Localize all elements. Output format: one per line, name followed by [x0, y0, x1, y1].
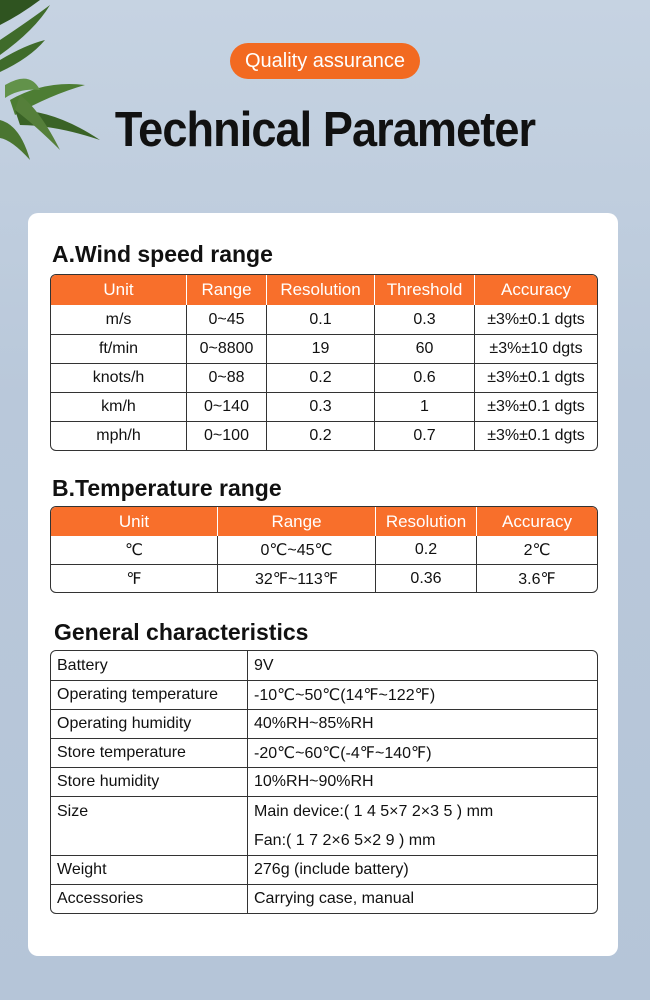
wind-cell-threshold: 1	[375, 392, 475, 421]
temp-cell-resolution: 0.36	[376, 564, 477, 592]
temp-cell-accuracy: 3.6℉	[477, 564, 597, 592]
parameter-card	[28, 213, 618, 956]
general-value	[248, 796, 597, 855]
general-row	[51, 709, 597, 738]
temperature-table	[50, 506, 598, 593]
wind-header-unit: Unit	[51, 275, 187, 305]
temp-cell-accuracy: 2℃	[523, 542, 551, 559]
temp-header-resolution: Resolution	[376, 507, 477, 536]
temp-cell-range: 0℃~45℃	[218, 536, 376, 564]
temperature-section-title: B.Temperature range	[52, 475, 282, 501]
general-row	[51, 796, 597, 855]
general-label: Accessories	[51, 884, 248, 913]
wind-header-range: Range	[187, 275, 267, 305]
wind-cell-accuracy: ±3%±0.1 dgts	[475, 421, 597, 450]
temp-cell-range: 32℉~113℉	[218, 564, 376, 592]
temp-header-unit: Unit	[51, 507, 218, 536]
wind-section-title: A.Wind speed range	[52, 241, 273, 267]
temp-row	[51, 536, 597, 564]
wind-cell-threshold: 0.6	[375, 363, 475, 392]
wind-row	[51, 363, 597, 392]
wind-cell-resolution: 19	[267, 334, 375, 363]
wind-row	[51, 334, 597, 363]
wind-header-threshold: Threshold	[375, 275, 475, 305]
wind-header-resolution: Resolution	[267, 275, 375, 305]
page-title: Technical Parameter	[114, 103, 536, 157]
temp-header-accuracy: Accuracy	[477, 507, 597, 536]
temp-cell-resolution: 0.2	[376, 536, 477, 564]
general-label: Battery	[51, 651, 248, 680]
wind-cell-resolution: 0.2	[267, 363, 375, 392]
general-value: Carrying case, manual	[248, 884, 597, 913]
general-label: Size	[51, 796, 248, 855]
general-row	[51, 738, 597, 767]
wind-cell-threshold: 0.7	[375, 421, 475, 450]
wind-cell-threshold: 0.3	[375, 305, 475, 334]
wind-cell-accuracy: ±3%±0.1 dgts	[475, 363, 597, 392]
wind-cell-resolution: 0.3	[267, 392, 375, 421]
wind-cell-range: 0~8800	[187, 334, 267, 363]
wind-cell-unit: m/s	[51, 305, 187, 334]
general-row	[51, 680, 597, 709]
general-label: Store humidity	[51, 767, 248, 796]
general-value-line: Fan:( 1 7 2×6 5×2 9 ) mm	[254, 832, 436, 849]
general-value: -10℃~50℃(14℉~122℉)	[248, 680, 597, 709]
general-row	[51, 884, 597, 913]
general-label: Operating humidity	[51, 709, 248, 738]
general-characteristics-table	[50, 650, 598, 914]
wind-cell-unit: mph/h	[51, 421, 187, 450]
wind-row	[51, 421, 597, 450]
wind-cell-resolution: 0.1	[267, 305, 375, 334]
general-value: 276g (include battery)	[248, 855, 597, 884]
general-label: Operating temperature	[51, 680, 248, 709]
temp-header-range: Range	[218, 507, 376, 536]
wind-row	[51, 392, 597, 421]
wind-cell-range: 0~140	[187, 392, 267, 421]
wind-cell-unit: ft/min	[51, 334, 187, 363]
general-label: Store temperature	[51, 738, 248, 767]
general-row	[51, 767, 597, 796]
general-row	[51, 855, 597, 884]
wind-speed-table	[50, 274, 598, 451]
temp-cell-unit: ℉	[51, 564, 218, 592]
wind-cell-resolution: 0.2	[267, 421, 375, 450]
wind-cell-range: 0~45	[187, 305, 267, 334]
wind-cell-accuracy: ±3%±0.1 dgts	[475, 392, 597, 421]
general-value: -20℃~60℃(-4℉~140℉)	[248, 738, 597, 767]
general-value: 10%RH~90%RH	[248, 767, 597, 796]
general-label: Weight	[51, 855, 248, 884]
temp-cell-unit: ℃	[51, 536, 218, 564]
general-value: 40%RH~85%RH	[248, 709, 597, 738]
wind-cell-unit: km/h	[51, 392, 187, 421]
general-section-title: General characteristics	[54, 619, 309, 645]
wind-header-accuracy: Accuracy	[475, 275, 597, 305]
temp-row	[51, 564, 597, 592]
wind-cell-unit: knots/h	[51, 363, 187, 392]
wind-cell-accuracy: ±3%±10 dgts	[475, 334, 597, 363]
wind-cell-range: 0~88	[187, 363, 267, 392]
general-value: 9V	[254, 656, 274, 674]
quality-assurance-badge: Quality assurance	[230, 43, 420, 79]
wind-cell-accuracy: ±3%±0.1 dgts	[487, 310, 585, 328]
general-value-line: Main device:( 1 4 5×7 2×3 5 ) mm	[254, 803, 494, 820]
general-row	[51, 651, 597, 680]
wind-cell-threshold: 60	[375, 334, 475, 363]
wind-cell-range: 0~100	[187, 421, 267, 450]
wind-row	[51, 305, 597, 334]
